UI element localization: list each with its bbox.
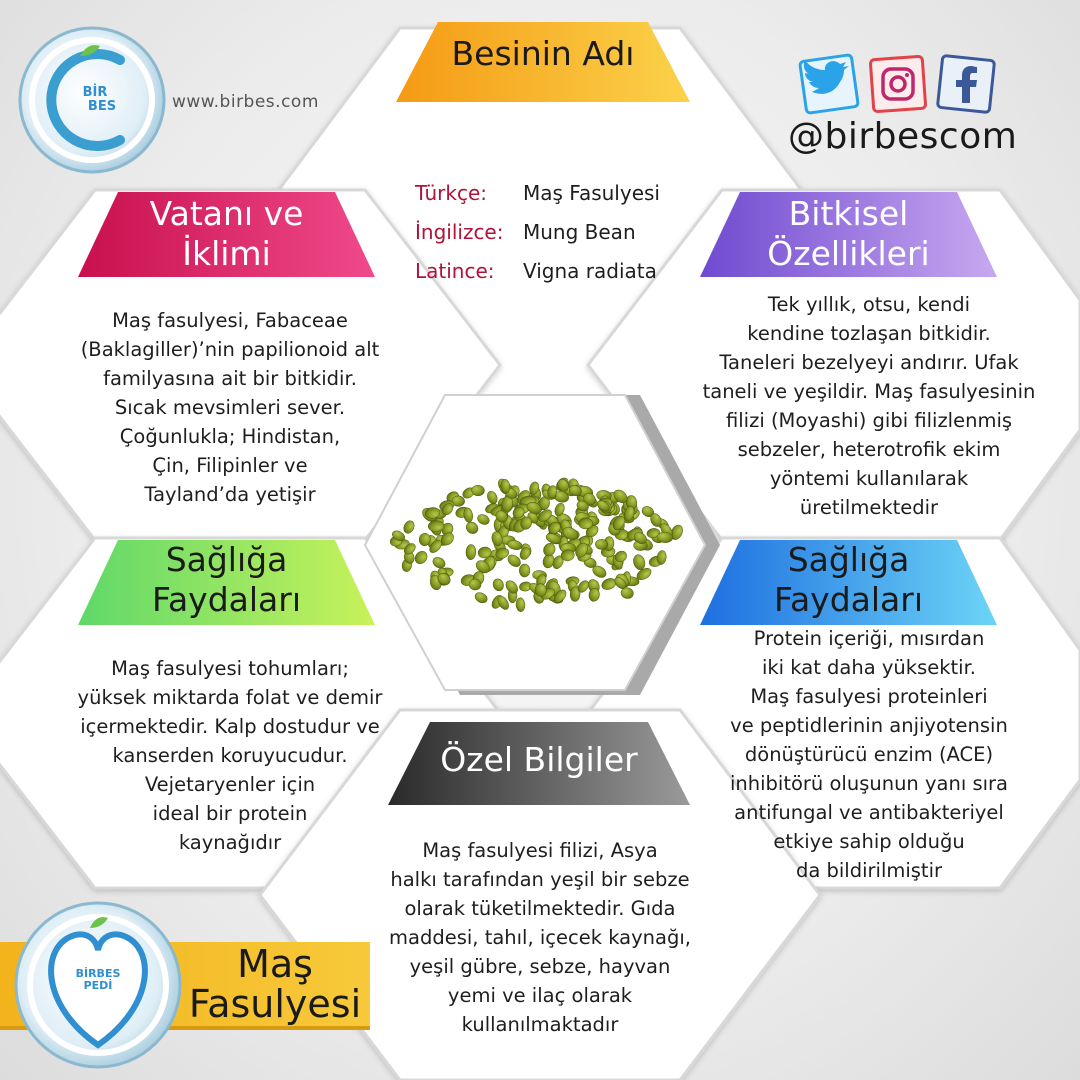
twitter-icon[interactable] [800, 55, 859, 114]
label-latin: Latince: [415, 259, 495, 283]
value-english: Mung Bean [523, 220, 636, 244]
health-right-text-line: dönüştürücü enzim (ACE) [744, 743, 994, 766]
health-left-text [30, 654, 430, 857]
homeland-text-line: Çoğunlukla; Hindistan, [119, 425, 341, 448]
health-right-text-line: inhibitörü oluşunun yanı sıra [729, 772, 1008, 795]
bean [595, 539, 608, 549]
social-handle[interactable]: @birbescom [788, 116, 1018, 157]
label-turkish: Türkçe: [415, 181, 487, 205]
health-right-title-line1: Sağlığa [787, 540, 910, 579]
website-link[interactable]: www.birbes.com [172, 92, 319, 112]
homeland-text-line: Sıcak mevsimleri sever. [114, 396, 346, 419]
product-title [180, 944, 370, 1024]
botanical-text [664, 290, 1074, 522]
health-right-title-line2: Faydaları [774, 580, 923, 619]
section-title-name: Besinin Adı [451, 34, 635, 73]
product-title-line1: Maş [237, 942, 313, 986]
health-right-text-line: Protein içeriği, mısırdan [753, 627, 985, 650]
section-title-botanical [700, 194, 997, 274]
health-right-text-line: antifungal ve antibakteriyel [734, 801, 1004, 824]
health-left-title-line2: Faydaları [152, 580, 301, 619]
health-right-text-line: iki kat daha yüksektir. [761, 656, 977, 679]
botanical-title-line1: Bitkisel [788, 194, 909, 233]
health-right-text-line: Maş fasulyesi proteinleri [750, 685, 988, 708]
botanical-text-line: filizi (Moyashi) gibi filizlenmiş [725, 409, 1013, 432]
product-title-line2: Fasulyesi [188, 982, 362, 1026]
botanical-text-line: üretilmektedir [799, 496, 939, 519]
section-title-health-right [700, 540, 997, 620]
health-left-text-line: kaynağıdır [178, 831, 282, 854]
homeland-title-line2: İklimi [182, 234, 271, 273]
logo-text-top: BİR [82, 85, 108, 100]
special-text-line: maddesi, tahıl, içecek kaynağı, [389, 926, 691, 949]
section-title-homeland [78, 194, 375, 274]
bottom-logo-text-top: BİRBES [75, 967, 121, 980]
value-latin: Vigna radiata [523, 259, 657, 283]
section-title-health-left [78, 540, 375, 620]
health-left-text-line: içermektedir. Kalp dostudur ve [80, 715, 380, 738]
special-text-line: Maş fasulyesi filizi, Asya [422, 839, 658, 862]
botanical-text-line: sebzeler, heterotrofik ekim [737, 438, 1001, 461]
homeland-title-line1: Vatanı ve [149, 194, 304, 233]
logo-text [60, 86, 130, 114]
botanical-text-line: Taneleri bezelyeyi andırır. Ufak [719, 351, 1019, 374]
special-text-line: yemi ve ilaç olarak [447, 984, 633, 1007]
homeland-text-line: Çin, Filipinler ve [152, 454, 308, 477]
name-rows [415, 174, 660, 291]
homeland-text-line: (Baklagiller)’nin papilionoid alt [80, 338, 380, 361]
botanical-text-line: Tek yıllık, otsu, kendi [767, 293, 971, 316]
special-text-line: halkı tarafından yeşil bir sebze [390, 868, 690, 891]
homeland-text-line: Maş fasulyesi, Fabaceae [112, 309, 348, 332]
health-left-text-line: Vejetaryenler için [144, 773, 316, 796]
health-right-text-line: ve peptidlerinin anjiyotensin [730, 714, 1008, 737]
name-row-turkish [415, 174, 660, 213]
homeland-text-line: familyasına ait bir bitkidir. [103, 367, 357, 390]
name-row-english [415, 213, 660, 252]
instagram-icon[interactable] [870, 56, 926, 112]
botanical-text-line: taneli ve yeşildir. Maş fasulyesinin [702, 380, 1036, 403]
health-left-text-line: Maş fasulyesi tohumları; [111, 657, 349, 680]
health-left-title-line1: Sağlığa [165, 540, 288, 579]
health-right-text-line: etkiye sahip olduğu [773, 830, 965, 853]
health-left-text-line: ideal bir protein [152, 802, 308, 825]
special-text [350, 836, 730, 1039]
homeland-text-line: Tayland’da yetişir [144, 483, 316, 506]
special-text-line: kullanılmaktadır [461, 1013, 619, 1036]
homeland-text [40, 306, 420, 509]
facebook-icon[interactable] [937, 55, 994, 112]
logo-text-bottom: BES [87, 99, 117, 114]
section-title-special: Özel Bilgiler [440, 740, 638, 779]
special-text-line: olarak tüketilmektedir. Gıda [404, 897, 676, 920]
name-row-latin [415, 252, 660, 291]
value-turkish: Maş Fasulyesi [523, 181, 660, 205]
health-left-text-line: yüksek miktarda folat ve demir [77, 686, 383, 709]
health-right-text-line: da bildirilmiştir [795, 859, 943, 882]
label-english: İngilizce: [415, 220, 504, 244]
health-left-text-line: kanserden koruyucudur. [112, 744, 348, 767]
special-text-line: yeşil gübre, sebze, hayvan [409, 955, 671, 978]
botanical-title-line2: Özellikleri [767, 234, 930, 273]
bean [519, 564, 530, 577]
bottom-logo-text-bottom: PEDİ [83, 979, 113, 992]
botanical-text-line: yöntemi kullanılarak [769, 467, 969, 490]
botanical-text-line: kendine tozlaşan bitkidir. [747, 322, 991, 345]
bottom-logo-text [68, 968, 128, 992]
